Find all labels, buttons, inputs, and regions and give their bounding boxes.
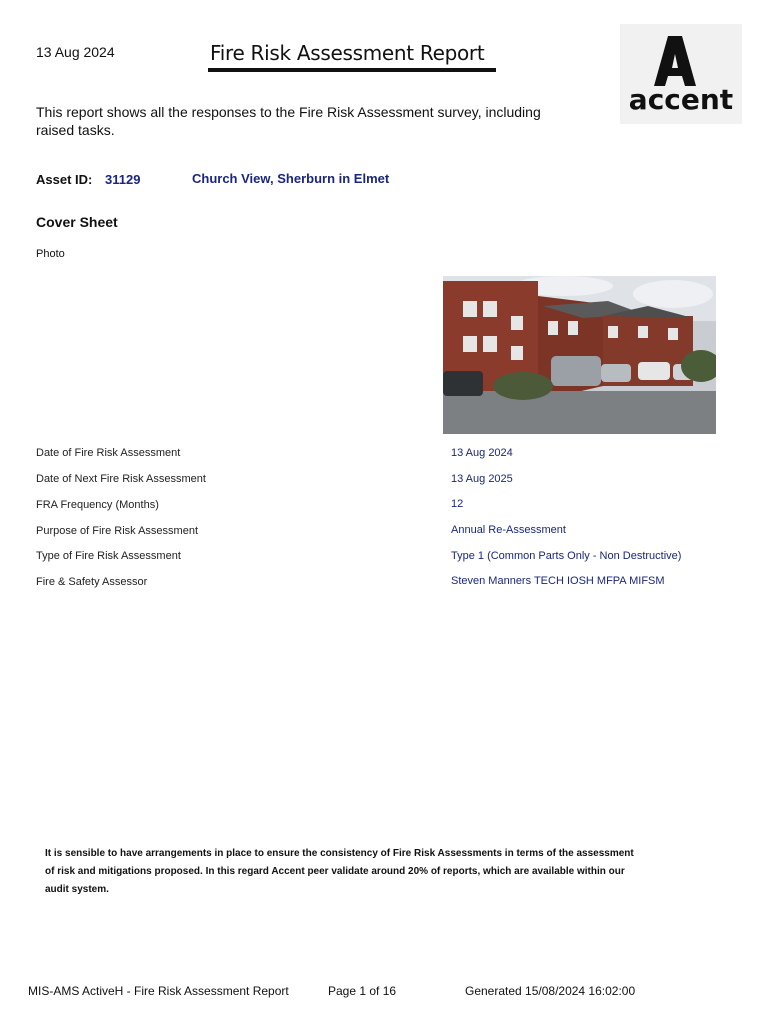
asset-id-value: 31129 xyxy=(105,172,141,187)
footer-generated: Generated 15/08/2024 16:02:00 xyxy=(465,984,636,998)
photo-label: Photo xyxy=(36,248,65,260)
report-date: 13 Aug 2024 xyxy=(36,44,115,60)
field-value-type: Type 1 (Common Parts Only - Non Destructive) xyxy=(451,550,682,562)
field-label-purpose: Purpose of Fire Risk Assessment xyxy=(36,525,199,537)
building-photo xyxy=(443,276,716,434)
field-value-next-fra-date: 13 Aug 2025 xyxy=(451,473,513,485)
logo-wordmark: accent xyxy=(628,83,734,116)
intro-text: This report shows all the responses to the Fire Risk Assessment survey, including raised tasks. xyxy=(36,104,541,138)
asset-id-label: Asset ID: xyxy=(36,172,93,187)
field-value-fra-date: 13 Aug 2024 xyxy=(451,447,513,459)
field-value-frequency: 12 xyxy=(451,498,464,510)
field-label-type: Type of Fire Risk Assessment xyxy=(36,550,181,562)
field-label-next-fra-date: Date of Next Fire Risk Assessment xyxy=(36,473,206,485)
field-value-purpose: Annual Re-Assessment xyxy=(451,524,566,536)
field-label-frequency: FRA Frequency (Months) xyxy=(36,499,159,511)
title-underline xyxy=(208,68,496,72)
footer-page-number: Page 1 of 16 xyxy=(328,984,397,998)
report-title: Fire Risk Assessment Report xyxy=(210,41,485,65)
accent-logo xyxy=(620,24,742,124)
peer-validation-note: It is sensible to have arrangements in place to ensure the consistency of Fire Risk Assessments in terms of the assessment of risk and mitigations proposed. In this regard Accent peer validate around 20% of reports, which are available within our audit system. xyxy=(45,848,634,895)
footer-system-name: MIS-AMS ActiveH - Fire Risk Assessment Report xyxy=(28,984,289,998)
asset-name: Church View, Sherburn in Elmet xyxy=(192,171,390,186)
field-label-assessor: Fire & Safety Assessor xyxy=(36,576,148,588)
cover-sheet-heading: Cover Sheet xyxy=(36,214,118,230)
field-value-assessor: Steven Manners TECH IOSH MFPA MIFSM xyxy=(451,575,665,587)
field-label-fra-date: Date of Fire Risk Assessment xyxy=(36,447,181,459)
